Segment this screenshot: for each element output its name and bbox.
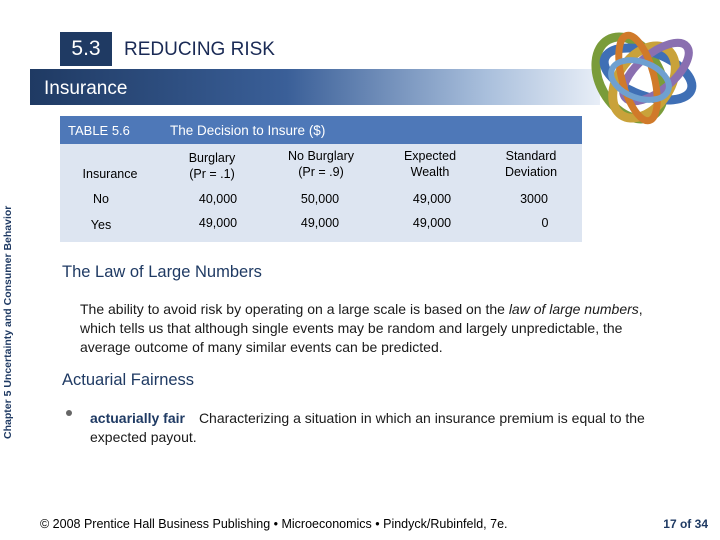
law-term: law of large numbers [508, 301, 639, 317]
table-caption: The Decision to Insure ($) [170, 123, 326, 138]
table-cell: 49,000 [198, 216, 238, 230]
rings-logo-icon [578, 22, 708, 134]
column-header-standard-deviation: Standard Deviation [504, 149, 558, 179]
law-of-large-numbers-heading: The Law of Large Numbers [62, 263, 262, 281]
table-cell: 49,000 [412, 192, 452, 206]
table-cell: 3000 [520, 192, 548, 206]
column-header-insurance: Insurance [82, 167, 138, 181]
bullet-icon [66, 410, 72, 416]
table-cell: 49,000 [412, 216, 452, 230]
page-number: 17 of 34 [663, 517, 708, 531]
slide-subtitle: Insurance [44, 78, 128, 99]
chapter-sidebar-label: Chapter 5 Uncertainty and Consumer Behavior [2, 205, 14, 440]
law-of-large-numbers-paragraph: The ability to avoid risk by operating on a large scale is based on the law of large numbers, which tells us that although single events may be random and largely unpredictable, the average outcome of many similar events can be predicted. [80, 301, 643, 355]
table-cell: No [93, 192, 109, 206]
table-cell: 49,000 [300, 216, 340, 230]
footer-credit: © 2008 Prentice Hall Business Publishing • Microeconomics • Pindyck/Rubinfeld, 7e. [40, 517, 508, 531]
table-label: TABLE 5.6 [68, 123, 130, 138]
section-number: 5.3 [60, 32, 112, 66]
table-cell: Yes [90, 218, 112, 232]
column-header-no-burglary: No Burglary (Pr = .9) [288, 149, 354, 179]
glossary-term: actuarially fair [90, 410, 185, 426]
actuarial-fairness-heading: Actuarial Fairness [62, 371, 195, 389]
table-cell: 40,000 [198, 192, 238, 206]
section-title: REDUCING RISK [110, 34, 420, 66]
actuarially-fair-definition: actuarially fair Characterizing a situation in which an insurance premium is equal to the expected payout. [90, 410, 645, 445]
table-cell: 0 [541, 216, 549, 230]
table-cell: 50,000 [300, 192, 340, 206]
column-header-expected-wealth: Expected Wealth [403, 149, 457, 179]
column-header-burglary: Burglary (Pr = .1) [188, 151, 236, 181]
